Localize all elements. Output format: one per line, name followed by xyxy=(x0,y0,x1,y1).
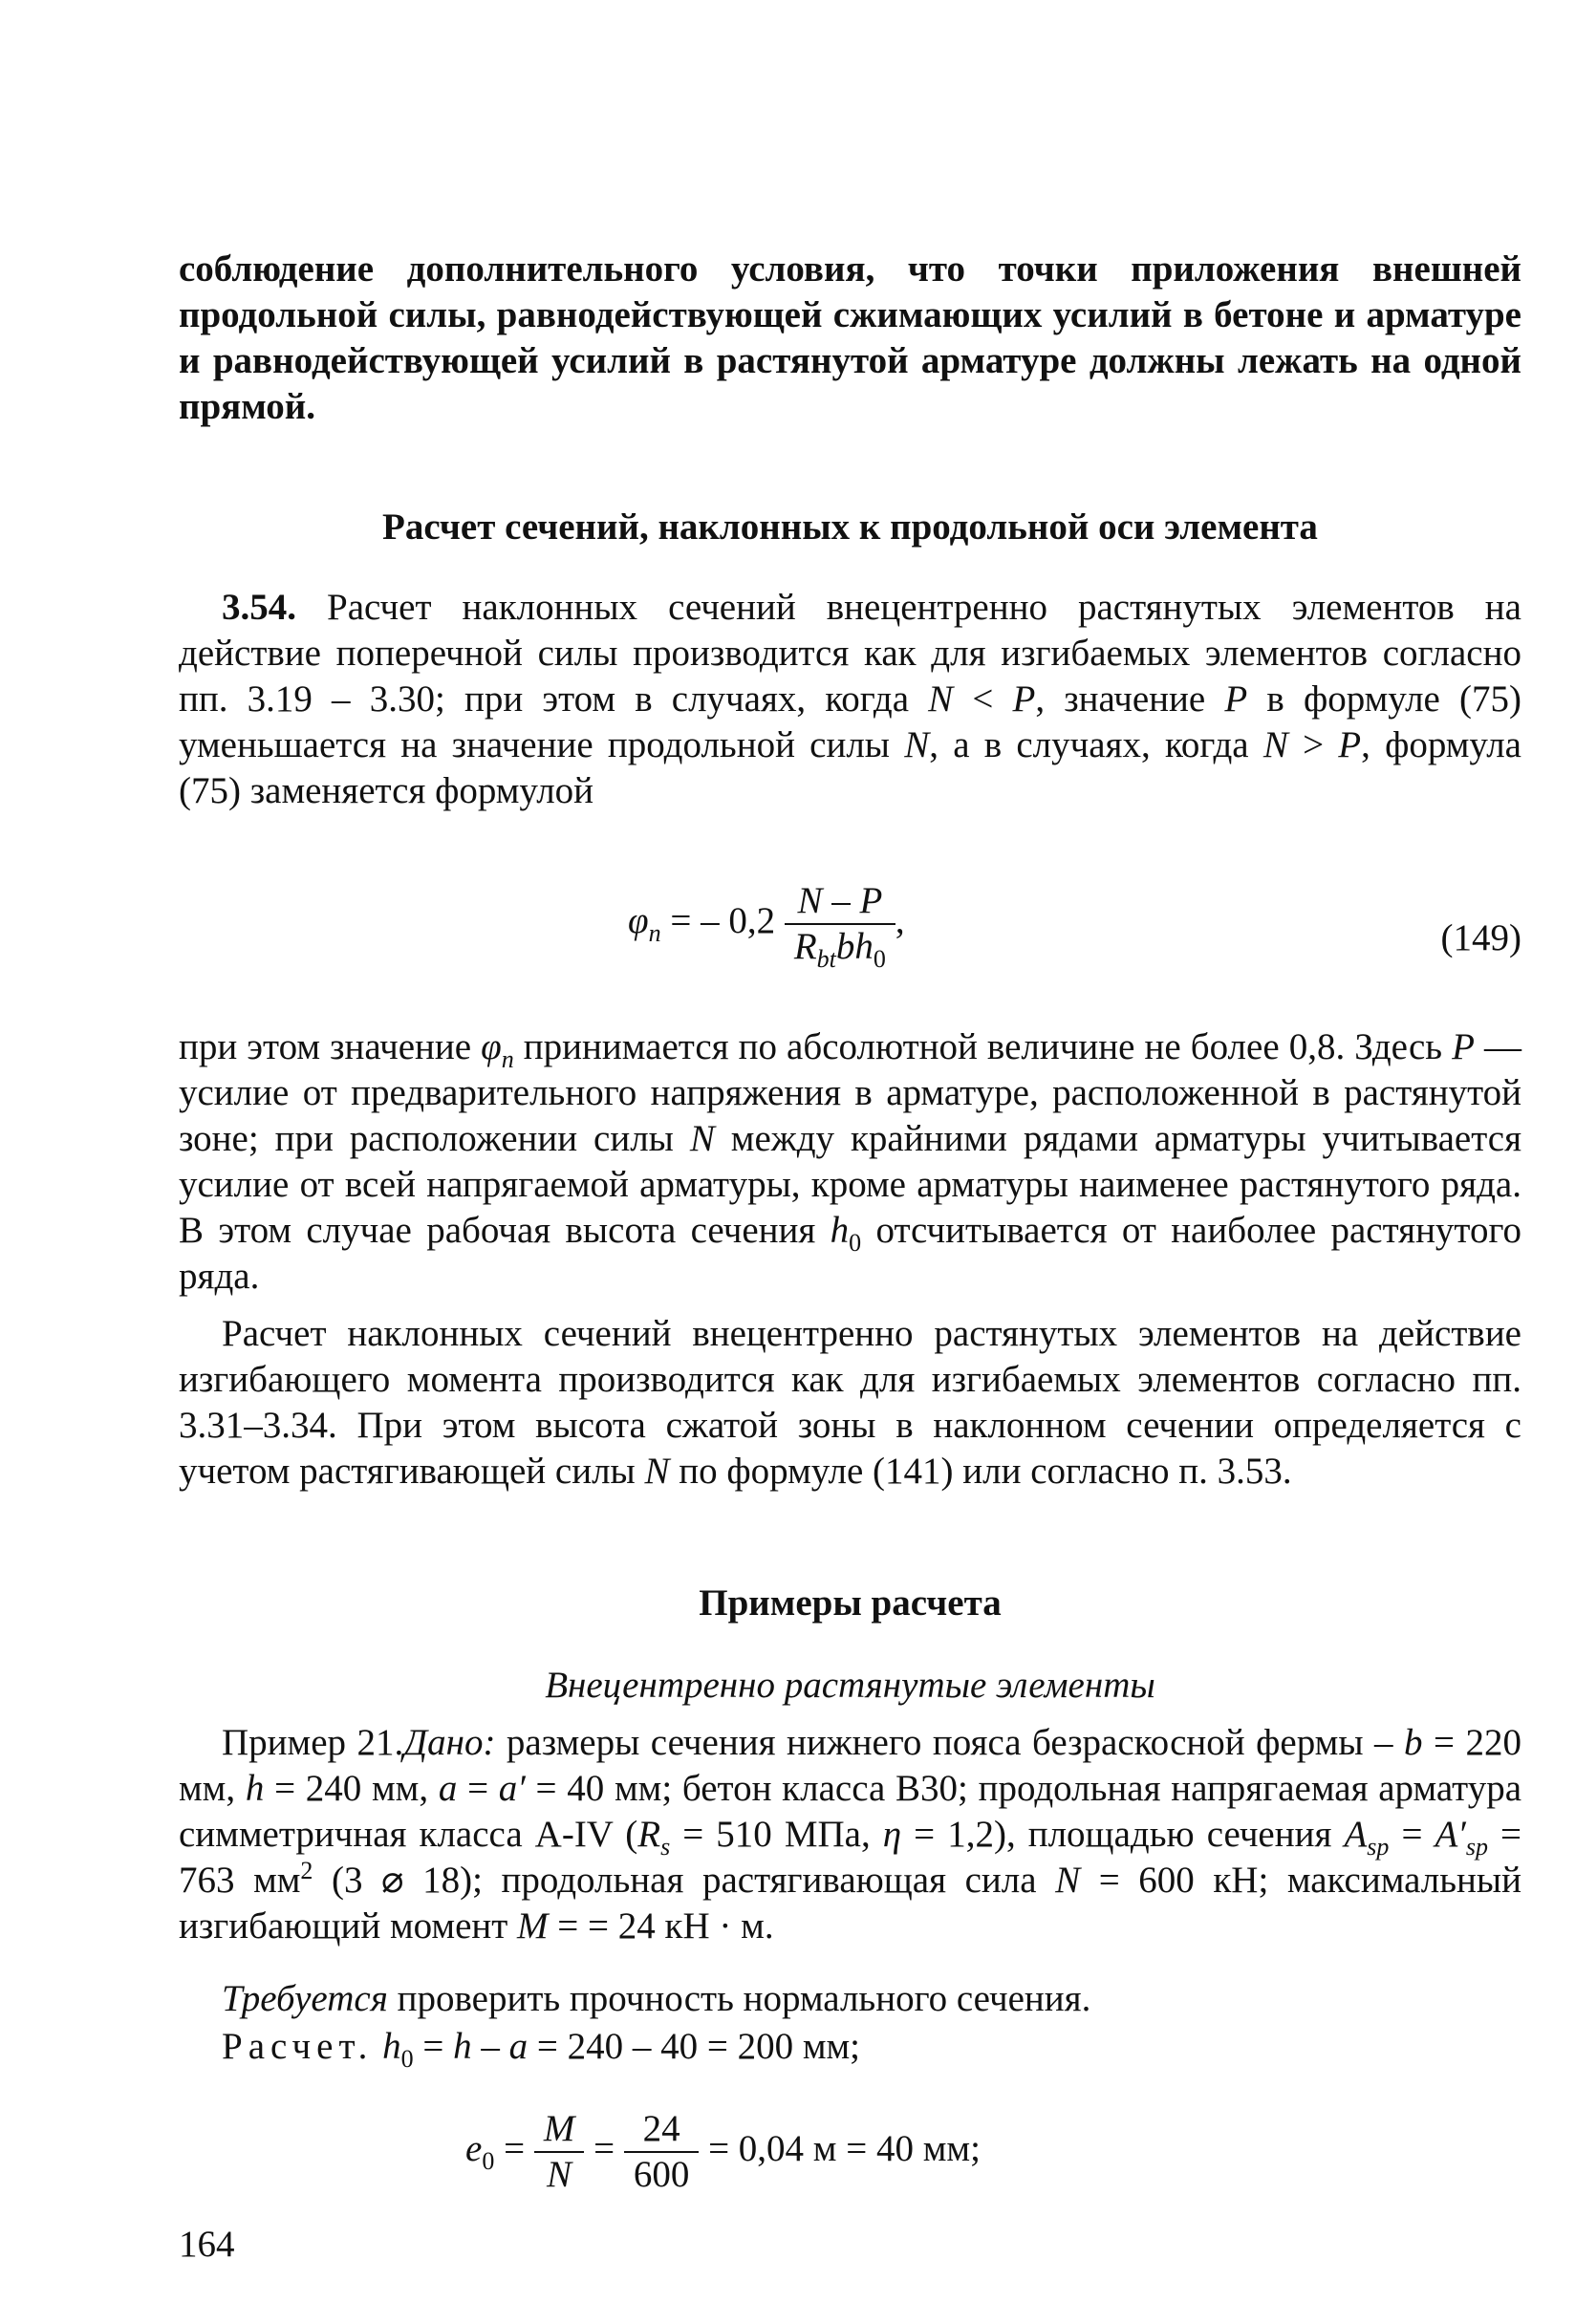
symbol: bh xyxy=(835,926,874,967)
text: = 240 – 40 = 200 мм; xyxy=(528,2026,861,2067)
numerator: 24 xyxy=(624,2107,700,2153)
equals: = xyxy=(584,2127,624,2169)
subscript: 0 xyxy=(482,2146,495,2175)
denominator xyxy=(785,925,895,973)
calc-line xyxy=(179,2024,1521,2073)
formula-e0 xyxy=(179,2107,1521,2231)
text: при этом значение xyxy=(179,1026,482,1067)
text: = 40 мм; бетон класса В30; продольная напрягаемая арматура симметричная класса А-IV ( xyxy=(179,1768,1522,1855)
symbol: M xyxy=(517,1905,549,1947)
examples-heading: Примеры расчета xyxy=(699,1582,1002,1624)
text: в формуле (75) уменьшается на значение продольной силы xyxy=(179,678,1521,765)
denominator: N xyxy=(547,2154,572,2195)
symbol: e xyxy=(465,2127,483,2169)
subheading: Внецентренно растянутые элементы xyxy=(545,1665,1155,1706)
symbol: P xyxy=(1012,678,1036,720)
text: = xyxy=(413,2026,454,2067)
paragraph-moment xyxy=(179,1311,1521,1495)
paragraph-moment-block xyxy=(179,1311,1521,1495)
text: , формула (75) заменяется формулой xyxy=(179,724,1521,811)
superscript: 2 xyxy=(300,1857,313,1884)
symbol: P xyxy=(1224,678,1248,720)
symbol: P xyxy=(1338,724,1362,765)
symbol: R xyxy=(637,1814,661,1855)
formula-149-body xyxy=(628,879,905,973)
numerator: M xyxy=(534,2107,585,2153)
text: < xyxy=(953,678,1013,720)
equation-number: (149) xyxy=(1440,917,1521,958)
equals: = xyxy=(660,899,701,941)
symbol: η xyxy=(882,1814,902,1855)
page-number: 164 xyxy=(179,2224,235,2265)
coefficient: – 0,2 xyxy=(701,899,776,941)
subscript: 0 xyxy=(849,1228,862,1257)
text: принимается по абсолютной величине не более 0,8. Здесь xyxy=(513,1026,1453,1067)
text: , а в случаях, когда xyxy=(929,724,1263,765)
symbol-phi: φ xyxy=(628,899,649,941)
calc-block xyxy=(179,2024,1521,2073)
symbol: a xyxy=(438,1768,458,1809)
symbol: N xyxy=(1262,724,1288,765)
fraction xyxy=(785,879,895,973)
symbol: N xyxy=(1055,1860,1081,1901)
text: = 240 мм, xyxy=(264,1768,439,1809)
symbol: φ xyxy=(481,1026,502,1067)
symbol: b xyxy=(1404,1722,1423,1763)
symbol: h xyxy=(830,1210,850,1251)
text: = 1,2), площадью сечения xyxy=(901,1814,1345,1855)
symbol: N xyxy=(904,724,930,765)
heading-inclined-block xyxy=(179,505,1521,550)
symbol: N xyxy=(644,1451,670,1492)
text: = xyxy=(457,1768,499,1809)
symbol: a′ xyxy=(498,1768,526,1809)
example-21 xyxy=(179,1720,1521,1949)
symbol: A xyxy=(1344,1814,1368,1855)
paragraph-354 xyxy=(179,585,1521,814)
subscript: n xyxy=(648,918,661,947)
text: = 600 кН; максимальный изгибающий момент xyxy=(179,1860,1521,1947)
fraction-2 xyxy=(624,2107,700,2197)
subscript: bt xyxy=(816,944,836,973)
symbol: P xyxy=(1452,1026,1475,1067)
text: размеры сечения нижнего пояса безраскосной фермы – xyxy=(495,1722,1405,1763)
top-paragraph: соблюдение дополнительного условия, что точки приложения внешней продольной силы, равнодействующей сжимающих усилий в бетоне и арматуре и равнодействующей усилий в растянутой арматуре должны лежать на одной прямой. xyxy=(179,248,1521,427)
text: отсчитывается от наиболее растянутого ряда. xyxy=(179,1210,1521,1297)
text: = 220 мм, xyxy=(179,1722,1522,1809)
text: = xyxy=(1389,1814,1435,1855)
symbol: h xyxy=(245,1768,265,1809)
subscript: 0 xyxy=(400,2044,414,2073)
required-word: Требуется xyxy=(222,1978,388,2019)
equals: = xyxy=(494,2127,534,2169)
subscript: n xyxy=(501,1044,514,1073)
text: Расчет наклонных сечений внецентренно растянутых элементов на действие изгибающего момента производится как для изгибаемых элементов согласно пп. 3.31–3.34. При этом высота сжатой зоны в наклонном сечении определяется с учетом растягивающей силы xyxy=(179,1313,1521,1492)
paragraph-354-block xyxy=(179,585,1521,814)
calc-word: Расчет. xyxy=(222,2026,374,2067)
paragraph-after-formula xyxy=(179,1024,1521,1300)
text: = 0,04 м = 40 мм; xyxy=(699,2127,981,2169)
symbol: N xyxy=(689,1118,715,1159)
numerator: N – P xyxy=(785,879,895,925)
symbol: h xyxy=(382,2026,401,2067)
subscript: sp xyxy=(1465,1832,1488,1861)
subscript: s xyxy=(660,1832,671,1861)
subscript: 0 xyxy=(873,944,886,973)
paragraph-after-formula-block xyxy=(179,1024,1521,1300)
symbol: A′ xyxy=(1435,1814,1466,1855)
example-21-block xyxy=(179,1720,1521,1949)
text: – xyxy=(471,2026,509,2067)
text: = 510 МПа, xyxy=(670,1814,883,1855)
formula-e0-body xyxy=(465,2107,981,2197)
text: , значение xyxy=(1035,678,1225,720)
text: = = 24 кН · м. xyxy=(548,1905,774,1947)
subscript: sp xyxy=(1367,1832,1390,1861)
text: по формуле (141) или согласно п. 3.53. xyxy=(669,1451,1292,1492)
top-paragraph-block xyxy=(179,247,1521,430)
heading-examples-block xyxy=(179,1581,1521,1626)
required-line xyxy=(179,1976,1521,2022)
text: (3 ⌀ 18); продольная растягивающая сила xyxy=(313,1860,1056,1901)
symbol: N xyxy=(928,678,954,720)
text: = 763 мм xyxy=(179,1814,1521,1901)
given-label: Дано: xyxy=(403,1722,496,1763)
text: > xyxy=(1287,724,1339,765)
text: Расчет наклонных сечений внецентренно растянутых элементов на действие поперечной силы производится как для изгибаемых элементов согласно пп. 3.19 – 3.30; при этом в случаях, когда xyxy=(179,587,1521,720)
subheading-block xyxy=(179,1663,1521,1709)
formula-149 xyxy=(179,879,1521,1003)
comma: , xyxy=(895,899,905,941)
text: между крайними рядами арматуры учитывается усилие от всей напрягаемой арматуры, кроме арматуры наименее растянутого ряда. В этом случае рабочая высота сечения xyxy=(179,1118,1522,1251)
required-block xyxy=(179,1976,1521,2022)
symbol: a xyxy=(508,2026,529,2067)
section-heading: Расчет сечений, наклонных к продольной оси элемента xyxy=(382,506,1318,548)
symbol: R xyxy=(793,926,817,967)
text: проверить прочность нормального сечения. xyxy=(387,1978,1091,2019)
clause-number: 3.54. xyxy=(222,587,296,628)
text: — усилие от предварительного напряжения в арматуре, расположенной в растянутой зоне; при расположении силы xyxy=(179,1026,1521,1159)
example-label: Пример 21. xyxy=(222,1722,404,1763)
fraction-1 xyxy=(534,2107,585,2197)
symbol: h xyxy=(453,2026,472,2067)
denominator: 600 xyxy=(633,2154,690,2195)
